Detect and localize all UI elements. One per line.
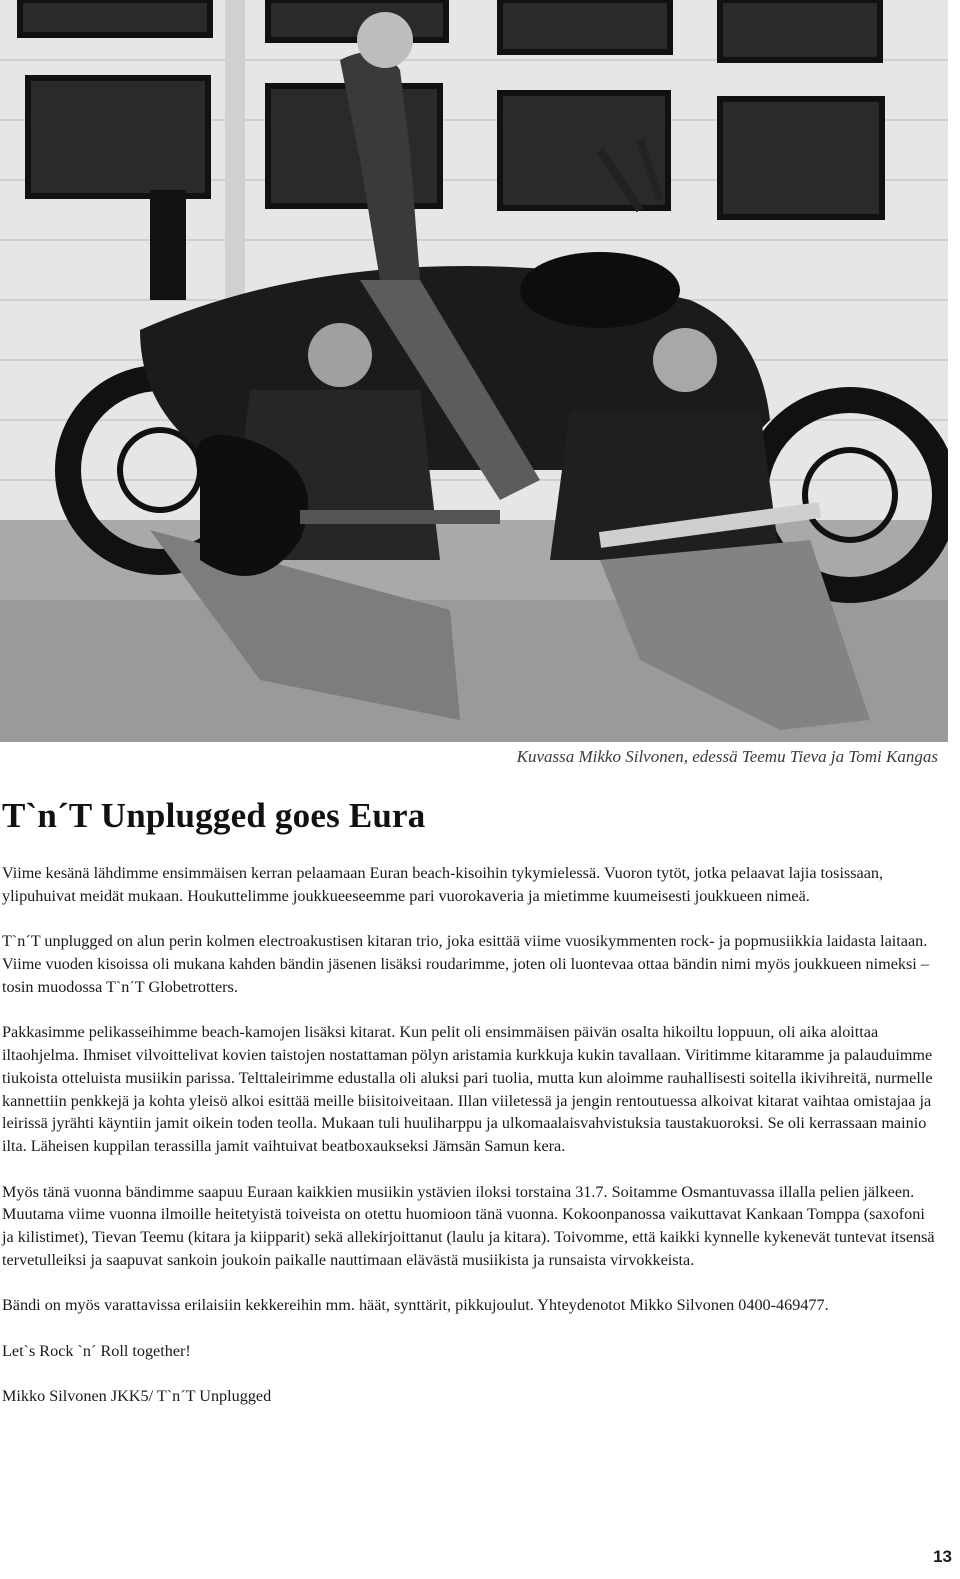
article-paragraph: T`n´T unplugged on alun perin kolmen electroakustisen kitaran trio, joka esittää viime vuosikymmenten rock- ja popmusiikkia laidasta laitaan. Viime vuoden kisoissa oli mukana kahden bändin jäsenen lisäksi roudarimme, joten oli luontevaa ottaa bändin nimi myös joukkueen nimeksi – tosin muodossa T`n´T Globetrotters.	[2, 932, 929, 996]
article-paragraph: Viime kesänä lähdimme ensimmäisen kerran pelaamaan Euran beach-kisoihin tykymielessä. Vuoron tytöt, jotka pelaavat lajia tosissaan, ylipuhuivat meidät mukaan. Houkuttelimme joukkueeseemme pari vuorokaveria ja mietimme kuumeisesti joukkueen nimeä.	[2, 864, 884, 905]
article-title: T`n´T Unplugged goes Eura	[2, 796, 426, 835]
article-paragraph: Myös tänä vuonna bändimme saapuu Euraan kaikkien musiikin ystävien iloksi torstaina 31.7. Soitamme Osmantuvassa illalla pelien jälkeen. Muutama viime vuonna ilmoille heitetyistä toiveista on otettu huomioon tänä vuonna. Kokoonpanossa vaikuttavat Kankaan Tomppa (saxofoni ja kilistimet), Tievan Teemu (kitara ja kiipparit) sekä allekirjoittanut (laulu ja kitara). Toivomme, että kaikki kynnelle kykenevät tuntevat itsensä tervetulleiksi ja saapuvat sankoin joukoin paikalle nauttimaan elävästä musiikista ja runsaista virvokkeista.	[2, 1182, 935, 1269]
article-paragraph: Let`s Rock `n´ Roll together!	[2, 1341, 191, 1360]
photo-caption: Kuvassa Mikko Silvonen, edessä Teemu Tieva ja Tomi Kangas	[516, 747, 938, 766]
article-photo	[0, 0, 948, 742]
page-number: 13	[933, 1547, 952, 1566]
article-paragraph: Bändi on myös varattavissa erilaisiin kekkereihin mm. häät, synttärit, pikkujoulut. Yhteydenotot Mikko Silvonen 0400-469477.	[2, 1296, 829, 1315]
signature: Mikko Silvonen JKK5/ T`n´T Unplugged	[2, 1387, 272, 1406]
article-paragraph: Pakkasimme pelikasseihimme beach-kamojen lisäksi kitarat. Kun pelit oli ensimmäisen päivän osalta hikoiltu loppuun, oli aika aloittaa iltaohjelma. Ihmiset vilvoittelivat kovien taistojen nostattaman pölyn aristamia kurkkuja kukin tavallaan. Viritimme kitaramme ja palauduimme tiukoista otteluista musiikin parissa. Telttaleirimme edustalla oli aluksi pari tuolia, mutta kun aloimme rauhallisesti soitella ikivihreitä, nurmelle kannettiin penkkejä ja kohta yleisö alkoi esittää meille biisitoiveitaan. Illan viiletessä ja jengin rentoutuessa alkoivat kitarat vaihtaa omistajaa ja leirissä jyrähti käyntiin jamit oikein toden teolla. Mukaan tuli huuliharppu ja ulkomaalaisvahvistuksia taustakuoroksi. Se oli kerrassaan mainio ilta. Läheisen kuppilan terassilla jamit vaihtuivat beatboxaukseksi Jämsän Samun kera.	[2, 1023, 933, 1156]
article-body	[2, 862, 937, 1431]
